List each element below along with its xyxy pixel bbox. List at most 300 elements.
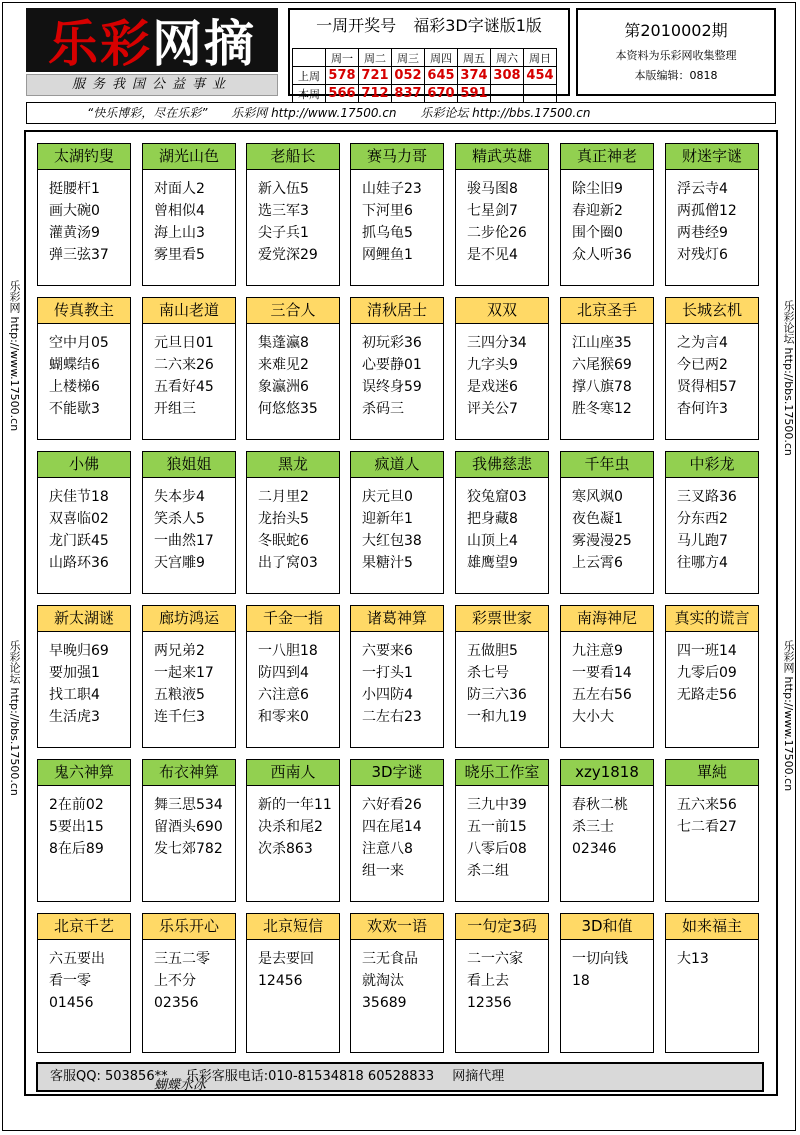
riddle-block [142, 143, 236, 286]
riddle-line: 误终身59 [362, 379, 422, 395]
riddle-body [247, 786, 339, 860]
riddle-body [561, 940, 653, 992]
day-header: 周五 [458, 49, 491, 67]
riddle-line: 果糖汁5 [362, 555, 413, 571]
riddle-line: 大13 [677, 951, 709, 967]
riddle-body [561, 632, 653, 728]
riddle-line: 雾里看5 [154, 247, 205, 263]
riddle-author: 單純 [666, 760, 758, 786]
riddle-line: 狡兔窟03 [467, 489, 527, 505]
riddle-line: 撑八旗78 [572, 379, 632, 395]
riddle-block [455, 605, 549, 748]
riddle-line: 雄鹰望9 [467, 555, 518, 571]
riddle-author: 清秋居士 [351, 298, 443, 324]
riddle-line: 浮云寺4 [677, 181, 728, 197]
day-header: 周一 [326, 49, 359, 67]
riddle-block [37, 297, 131, 440]
riddle-author: 北京千艺 [38, 914, 130, 940]
riddle-block [37, 143, 131, 286]
riddle-block [350, 759, 444, 902]
riddle-line: 三叉路36 [677, 489, 737, 505]
draw-value: 454 [524, 67, 557, 85]
riddle-author: 南海神尼 [561, 606, 653, 632]
riddle-body [38, 786, 130, 860]
riddle-author: 3D和值 [561, 914, 653, 940]
day-header: 周六 [491, 49, 524, 67]
riddle-body [666, 478, 758, 574]
riddle-line: 九字头9 [467, 357, 518, 373]
issue-box [576, 8, 776, 96]
riddle-author: 廊坊鸿运 [143, 606, 235, 632]
tagline-site[interactable]: 乐彩网 http://www.17500.cn [231, 106, 397, 120]
riddle-line: 是去要回 [258, 951, 314, 967]
riddle-line: 四一班14 [677, 643, 737, 659]
riddle-line: 挺腰杆1 [49, 181, 100, 197]
riddle-line: 寒风飒0 [572, 489, 623, 505]
riddle-line: 山路环36 [49, 555, 109, 571]
riddle-body [561, 170, 653, 266]
riddle-line: 灌黄汤9 [49, 225, 100, 241]
riddle-line: 三无食品 [362, 951, 418, 967]
riddle-line: 骏马图8 [467, 181, 518, 197]
draw-value: 670 [425, 85, 458, 103]
riddle-block [455, 913, 549, 1053]
riddle-body [351, 324, 443, 420]
corner-cell [293, 49, 326, 67]
riddle-line: 找工职4 [49, 687, 100, 703]
riddle-block [37, 451, 131, 594]
riddle-block [246, 143, 340, 286]
riddle-line: 七二看27 [677, 819, 737, 835]
riddle-line: 早晚归69 [49, 643, 109, 659]
riddle-line: 往哪方4 [677, 555, 728, 571]
riddle-line: 天宫雕9 [154, 555, 205, 571]
riddle-body [143, 940, 235, 1014]
riddle-line: 开组三 [154, 401, 196, 417]
riddle-line: 抓乌龟5 [362, 225, 413, 241]
riddle-line: 春迎新2 [572, 203, 623, 219]
riddle-author: 双双 [456, 298, 548, 324]
riddle-block [37, 605, 131, 748]
draw-value [491, 85, 524, 103]
riddle-line: 一和九19 [467, 709, 527, 725]
riddle-author: 赛马力哥 [351, 144, 443, 170]
riddle-line: 初玩彩36 [362, 335, 422, 351]
riddle-body [38, 170, 130, 266]
riddle-line: 胜冬寒12 [572, 401, 632, 417]
riddle-line: 集蓬瀛8 [258, 335, 309, 351]
riddle-block [246, 451, 340, 594]
riddle-line: 二月里2 [258, 489, 309, 505]
riddle-line: 迎新年1 [362, 511, 413, 527]
riddle-body [666, 632, 758, 706]
riddle-line: 马儿跑7 [677, 533, 728, 549]
riddle-line: 一打头1 [362, 665, 413, 681]
riddle-line: 弹三弦37 [49, 247, 109, 263]
riddle-line: 决杀和尾2 [258, 819, 323, 835]
riddle-author: 布衣神算 [143, 760, 235, 786]
riddle-line: 一八胆18 [258, 643, 318, 659]
riddle-block [142, 759, 236, 902]
slogan: 服务我国公益事业 [26, 74, 278, 96]
draw-title-left: 一周开奖号 [316, 16, 397, 35]
riddle-block [455, 451, 549, 594]
riddle-line: 九零后09 [677, 665, 737, 681]
riddle-line: 心要静01 [362, 357, 422, 373]
riddle-line: 空中月05 [49, 335, 109, 351]
riddle-author: 小佛 [38, 452, 130, 478]
draw-value: 052 [392, 67, 425, 85]
riddle-line: 小四防4 [362, 687, 413, 703]
riddle-line: 象瀛洲6 [258, 379, 309, 395]
riddle-body [247, 940, 339, 992]
riddle-line: 三五二零 [154, 951, 210, 967]
riddle-line: 评关公7 [467, 401, 518, 417]
riddle-line: 双喜临02 [49, 511, 109, 527]
side-text-right-top: 乐彩论坛 http://bbs.17500.cn [782, 300, 795, 456]
riddle-author: 北京圣手 [561, 298, 653, 324]
riddle-line: 五做胆5 [467, 643, 518, 659]
riddle-line: 两巷经9 [677, 225, 728, 241]
riddle-line: 杳何许3 [677, 401, 728, 417]
riddle-body [666, 324, 758, 420]
riddle-body [351, 786, 443, 882]
riddle-body [247, 170, 339, 266]
riddle-line: 要加强1 [49, 665, 100, 681]
logo-part1: 乐彩 [48, 15, 152, 73]
riddle-block [350, 605, 444, 748]
riddle-line: 杀码三 [362, 401, 404, 417]
riddle-block [350, 143, 444, 286]
riddle-line: 何悠悠35 [258, 401, 318, 417]
riddle-block [246, 759, 340, 902]
riddle-line: 是戏迷6 [467, 379, 518, 395]
draw-value: 837 [392, 85, 425, 103]
draw-value: 712 [359, 85, 392, 103]
riddle-line: 雾漫漫25 [572, 533, 632, 549]
riddle-line: 蝴蝶结6 [49, 357, 100, 373]
riddle-body [456, 324, 548, 420]
riddle-line: 01456 [49, 995, 94, 1011]
row-label: 上周 [293, 67, 326, 85]
riddle-body [247, 478, 339, 574]
riddle-line: 分东西2 [677, 511, 728, 527]
riddle-block [455, 143, 549, 286]
riddle-author: 真实的谎言 [666, 606, 758, 632]
riddle-line: 六要来6 [362, 643, 413, 659]
riddle-author: 欢欢一语 [351, 914, 443, 940]
riddle-body [38, 940, 130, 1014]
riddle-line: 一起来17 [154, 665, 214, 681]
riddle-author: 黑龙 [247, 452, 339, 478]
riddle-line: 留酒头690 [154, 819, 223, 835]
riddle-block [246, 297, 340, 440]
riddle-body [666, 940, 758, 970]
riddle-line: 六五要出 [49, 951, 105, 967]
riddle-line: 不能歇3 [49, 401, 100, 417]
draw-value [524, 85, 557, 103]
draw-value: 308 [491, 67, 524, 85]
riddle-line: 02356 [154, 995, 199, 1011]
riddle-line: 山娃子23 [362, 181, 422, 197]
riddle-author: 财迷字谜 [666, 144, 758, 170]
riddle-body [456, 478, 548, 574]
riddle-body [143, 786, 235, 860]
riddle-author: 老船长 [247, 144, 339, 170]
riddle-block [142, 451, 236, 594]
riddle-line: 大红包38 [362, 533, 422, 549]
riddle-line: 出了窝03 [258, 555, 318, 571]
riddle-body [351, 940, 443, 1014]
riddle-body [247, 632, 339, 728]
riddle-author: 太湖钓叟 [38, 144, 130, 170]
riddle-line: 二步伦26 [467, 225, 527, 241]
riddle-body [561, 786, 653, 860]
riddle-line: 今已两2 [677, 357, 728, 373]
riddle-block [665, 913, 759, 1053]
riddle-line: 上不分 [154, 973, 196, 989]
riddle-line: 下河里6 [362, 203, 413, 219]
riddle-body [38, 478, 130, 574]
riddle-line: 二六来26 [154, 357, 214, 373]
draw-value: 721 [359, 67, 392, 85]
riddle-line: 三四分34 [467, 335, 527, 351]
riddle-line: 曾相似4 [154, 203, 205, 219]
draw-value: 374 [458, 67, 491, 85]
riddle-author: 三合人 [247, 298, 339, 324]
riddle-line: 山顶上4 [467, 533, 518, 549]
riddle-line: 贤得相57 [677, 379, 737, 395]
riddle-line: 三九中39 [467, 797, 527, 813]
footer-qq: 客服QQ: 503856** [50, 1069, 168, 1084]
riddle-body [143, 632, 235, 728]
riddle-line: 12356 [467, 995, 512, 1011]
riddle-block [560, 451, 654, 594]
riddle-line: 杀三士 [572, 819, 614, 835]
riddle-line: 五左右56 [572, 687, 632, 703]
riddle-line: 防三六36 [467, 687, 527, 703]
riddle-line: 上云霄6 [572, 555, 623, 571]
riddle-body [143, 170, 235, 266]
riddle-line: 五六来56 [677, 797, 737, 813]
riddle-line: 来难见2 [258, 357, 309, 373]
riddle-author: 3D字谜 [351, 760, 443, 786]
riddle-line: 5要出15 [49, 819, 104, 835]
riddle-block [665, 297, 759, 440]
riddle-line: 一曲然17 [154, 533, 214, 549]
riddle-author: 彩票世家 [456, 606, 548, 632]
riddle-line: 尖子兵1 [258, 225, 309, 241]
tagline-forum[interactable]: 乐彩论坛 http://bbs.17500.cn [420, 106, 591, 120]
riddle-block [560, 143, 654, 286]
riddle-author: 鬼六神算 [38, 760, 130, 786]
riddle-line: 防四到4 [258, 665, 309, 681]
riddle-line: 35689 [362, 995, 407, 1011]
riddle-author: 一句定3码 [456, 914, 548, 940]
riddle-author: 湖光山色 [143, 144, 235, 170]
riddle-line: 六尾猴69 [572, 357, 632, 373]
riddle-line: 次杀863 [258, 841, 313, 857]
tagline-bar [26, 102, 776, 124]
footer-phone: 乐彩客服电话:010-81534818 60528833 [185, 1069, 435, 1084]
side-text-right-bottom: 乐彩网 http://www.17500.cn [782, 640, 795, 792]
riddle-line: 18 [572, 973, 590, 989]
riddle-line: 新入伍5 [258, 181, 309, 197]
riddle-line: 就淘汰 [362, 973, 404, 989]
riddle-author: 南山老道 [143, 298, 235, 324]
riddle-author: 精武英雄 [456, 144, 548, 170]
riddle-body [351, 632, 443, 728]
riddle-line: 五一前15 [467, 819, 527, 835]
riddle-body [561, 324, 653, 420]
riddle-block [142, 297, 236, 440]
riddle-block [142, 913, 236, 1053]
riddle-line: 笑杀人5 [154, 511, 205, 527]
issue-number: 第2010002期 [624, 21, 728, 40]
draw-title [290, 10, 568, 42]
logo [26, 8, 278, 72]
riddle-line: 看上去 [467, 973, 509, 989]
riddle-body [143, 478, 235, 574]
riddle-block [455, 759, 549, 902]
riddle-block [665, 451, 759, 594]
riddle-body [38, 324, 130, 420]
riddle-body [456, 940, 548, 1014]
riddle-author: 乐乐开心 [143, 914, 235, 940]
riddle-block [246, 913, 340, 1053]
draw-title-right: 福彩3D字谜版1版 [413, 16, 542, 35]
riddle-line: 对面人2 [154, 181, 205, 197]
riddle-line: 杀七号 [467, 665, 509, 681]
issue-note: 本资料为乐彩网收集整理 [615, 49, 737, 62]
draw-value: 645 [425, 67, 458, 85]
riddle-line: 庆元旦0 [362, 489, 413, 505]
riddle-line: 生活虎3 [49, 709, 100, 725]
riddle-author: 晓乐工作室 [456, 760, 548, 786]
riddle-block [665, 143, 759, 286]
riddle-body [351, 478, 443, 574]
riddle-body [143, 324, 235, 420]
day-header: 周日 [524, 49, 557, 67]
riddle-line: 四在尾14 [362, 819, 422, 835]
riddle-line: 组一来 [362, 863, 404, 879]
riddle-line: 和零来0 [258, 709, 309, 725]
footer-agent: 网摘代理 [452, 1069, 505, 1084]
riddle-line: 除尘旧9 [572, 181, 623, 197]
riddle-line: 一要看14 [572, 665, 632, 681]
side-text-left-bottom: 乐彩论坛 http://bbs.17500.cn [8, 640, 21, 796]
riddle-body [456, 632, 548, 728]
riddle-line: 选三军3 [258, 203, 309, 219]
riddle-block [560, 913, 654, 1053]
footer-signature: 蝴蝶水冰 [154, 1078, 207, 1093]
logo-part2: 网摘 [152, 15, 256, 73]
riddle-body [247, 324, 339, 420]
draw-table [292, 48, 557, 103]
riddle-author: 西南人 [247, 760, 339, 786]
riddle-author: 传真教主 [38, 298, 130, 324]
draw-value: 591 [458, 85, 491, 103]
riddle-line: 杀二组 [467, 863, 509, 879]
riddle-line: 两兄弟2 [154, 643, 205, 659]
riddle-author: 我佛慈悲 [456, 452, 548, 478]
riddle-author: 北京短信 [247, 914, 339, 940]
riddle-line: 把身藏8 [467, 511, 518, 527]
riddle-line: 2在前02 [49, 797, 104, 813]
riddle-body [561, 478, 653, 574]
riddle-author: 疯道人 [351, 452, 443, 478]
riddle-line: 夜色凝1 [572, 511, 623, 527]
riddle-line: 二左右23 [362, 709, 422, 725]
riddle-block [350, 451, 444, 594]
riddle-author: 如来福主 [666, 914, 758, 940]
riddle-line: 春秋二桃 [572, 797, 628, 813]
riddle-line: 发七郊782 [154, 841, 223, 857]
riddle-line: 九注意9 [572, 643, 623, 659]
riddle-block [560, 605, 654, 748]
riddle-author: 千金一指 [247, 606, 339, 632]
draw-value: 578 [326, 67, 359, 85]
riddle-line: 八零后08 [467, 841, 527, 857]
riddle-block [37, 913, 131, 1053]
riddle-block [246, 605, 340, 748]
riddle-line: 连千仨3 [154, 709, 205, 725]
riddle-line: 一切向钱 [572, 951, 628, 967]
riddle-line: 五粮液5 [154, 687, 205, 703]
row-label: 本周 [293, 85, 326, 103]
draw-value: 566 [326, 85, 359, 103]
riddle-block [37, 759, 131, 902]
riddle-block [560, 297, 654, 440]
riddle-line: 网鲤鱼1 [362, 247, 413, 263]
riddle-line: 上楼梯6 [49, 379, 100, 395]
riddle-block [455, 297, 549, 440]
riddle-author: 千年虫 [561, 452, 653, 478]
riddle-line: 众人听36 [572, 247, 632, 263]
riddle-line: 02346 [572, 841, 617, 857]
riddle-line: 六注意6 [258, 687, 309, 703]
riddle-body [456, 786, 548, 882]
riddle-line: 六好看26 [362, 797, 422, 813]
riddle-author: 狼姐姐 [143, 452, 235, 478]
riddle-block [142, 605, 236, 748]
day-header: 周四 [425, 49, 458, 67]
riddle-author: 中彩龙 [666, 452, 758, 478]
riddle-line: 庆佳节18 [49, 489, 109, 505]
riddle-line: 大小大 [572, 709, 614, 725]
riddle-line: 之为言4 [677, 335, 728, 351]
riddle-line: 二一六家 [467, 951, 523, 967]
riddle-block [350, 913, 444, 1053]
riddle-line: 无路走56 [677, 687, 737, 703]
riddle-line: 龙抬头5 [258, 511, 309, 527]
footer-bar [36, 1062, 764, 1092]
riddle-body [456, 170, 548, 266]
riddle-line: 12456 [258, 973, 303, 989]
riddle-line: 江山座35 [572, 335, 632, 351]
riddle-line: 画大碗0 [49, 203, 100, 219]
riddle-line: 两孤僧12 [677, 203, 737, 219]
riddle-body [666, 786, 758, 838]
riddle-line: 注意八8 [362, 841, 413, 857]
day-header: 周二 [359, 49, 392, 67]
riddle-line: 龙门跃45 [49, 533, 109, 549]
riddle-author: xzy1818 [561, 760, 653, 786]
riddle-line: 冬眠蛇6 [258, 533, 309, 549]
riddle-line: 海上山3 [154, 225, 205, 241]
riddle-line: 新的一年11 [258, 797, 332, 813]
riddle-body [666, 170, 758, 266]
